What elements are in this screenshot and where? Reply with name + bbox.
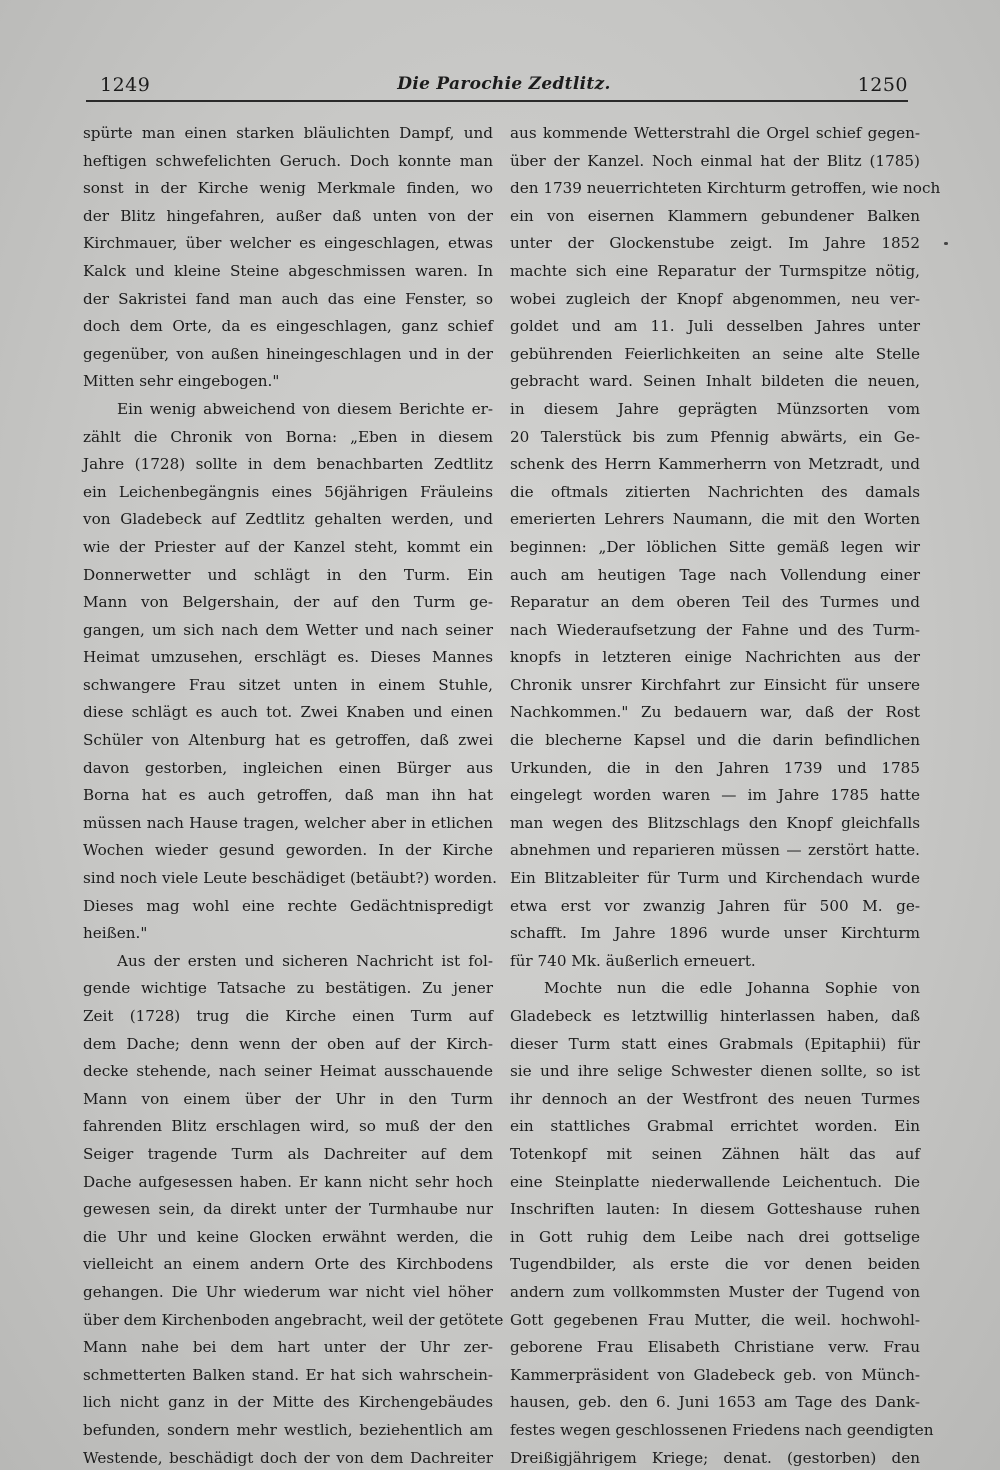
text-line: über dem Kirchenboden angebracht, weil der getötete — [83, 1310, 504, 1329]
text-line: Nachkommen." Zu bedauern war, daß der Rost — [510, 703, 920, 722]
text-line: aus kommende Wetterstrahl die Orgel schief gegen- — [510, 124, 920, 142]
text-line: davon gestorben, ingleichen einen Bürger aus — [83, 758, 493, 777]
text-line: Dieses mag wohl eine rechte Gedächtnispredigt — [83, 896, 493, 915]
text-line: beginnen: „Der löblichen Sitte gemäß legen wir — [510, 537, 920, 556]
text-line: sie und ihre selige Schwester dienen sollte, so ist — [510, 1062, 920, 1081]
text-line: schmetterten Balken stand. Er hat sich wahrschein- — [83, 1365, 493, 1384]
text-line: in Gott ruhig dem Leibe nach drei gottselige — [510, 1227, 920, 1246]
text-line: gebracht ward. Seinen Inhalt bildeten die neuen, — [510, 372, 920, 391]
text-line: der Blitz hingefahren, außer daß unten von der — [83, 206, 493, 225]
text-line: Ein Blitzableiter für Turm und Kirchendach wurde — [510, 869, 920, 888]
text-line: Reparatur an dem oberen Teil des Turmes und — [510, 593, 920, 612]
text-line: Gladebeck es letztwillig hinterlassen haben, daß — [510, 1007, 920, 1025]
text-line: dem Dache; denn wenn der oben auf der Kirch- — [83, 1034, 493, 1053]
left-column — [83, 120, 504, 1470]
text-line: auch am heutigen Tage nach Vollendung einer — [510, 565, 920, 584]
text-line: gehangen. Die Uhr wiederum war nicht viel höher — [83, 1282, 493, 1301]
text-line: über der Kanzel. Noch einmal hat der Blitz (1785) — [510, 151, 920, 170]
right-column — [510, 120, 941, 1470]
text-line: Donnerwetter und schlägt in den Turm. Ein — [83, 565, 493, 584]
text-line: nach Wiederaufsetzung der Fahne und des Turm- — [510, 620, 920, 639]
text-line: man wegen des Blitzschlags den Knopf gleichfalls — [510, 813, 920, 832]
text-line: schwangere Frau sitzet unten in einem Stuhle, — [83, 675, 493, 694]
text-line: Mochte nun die edle Johanna Sophie von — [544, 979, 920, 998]
text-line: schenk des Herrn Kammerherrn von Metzradt, und — [510, 455, 920, 474]
text-line: den 1739 neuerrichteten Kirchturm getroffen, wie noch — [510, 179, 941, 198]
text-line: wobei zugleich der Knopf abgenommen, neu ver- — [510, 289, 920, 308]
text-line: festes wegen geschlossenen Friedens nach geendigten — [510, 1420, 934, 1439]
text-line: gende wichtige Tatsache zu bestätigen. Zu jener — [83, 979, 493, 998]
text-line: gebührenden Feierlichkeiten an seine alte Stelle — [510, 344, 920, 363]
text-line: die Uhr und keine Glocken erwähnt werden, die — [83, 1227, 493, 1246]
text-line: goldet und am 11. Juli desselben Jahres unter — [510, 317, 920, 336]
text-line: lich nicht ganz in der Mitte des Kirchengebäudes — [83, 1393, 493, 1412]
text-line: Aus der ersten und sicheren Nachricht ist fol- — [117, 951, 493, 970]
text-line: etwa erst vor zwanzig Jahren für 500 M. ge- — [510, 896, 920, 915]
text-line: fahrenden Blitz erschlagen wird, so muß der den — [83, 1117, 493, 1136]
text-line: decke stehende, nach seiner Heimat ausschauende — [83, 1062, 493, 1081]
text-line: Dache aufgesessen haben. Er kann nicht sehr hoch — [83, 1172, 493, 1191]
running-title: Die Parochie Zedtlitz. — [397, 74, 611, 94]
text-line: spürte man einen starken bläulichten Dampf, und — [83, 124, 493, 142]
text-line: unter der Glockenstube zeigt. Im Jahre 1852 — [510, 234, 920, 253]
text-line: emerierten Lehrers Naumann, die mit den Worten — [510, 510, 920, 529]
text-line: Mann von Belgershain, der auf den Turm ge- — [83, 593, 493, 612]
text-line: eine Steinplatte niederwallende Leichentuch. Die — [510, 1172, 920, 1191]
text-line: Seiger tragende Turm als Dachreiter auf dem — [83, 1144, 493, 1163]
text-line: Mitten sehr eingebogen." — [83, 372, 280, 391]
text-line: Borna hat es auch getroffen, daß man ihn hat — [83, 786, 493, 805]
text-line: Ein wenig abweichend von diesem Berichte er- — [117, 399, 493, 418]
text-line: der Sakristei fand man auch das eine Fenster, so — [83, 289, 493, 308]
text-line: wie der Priester auf der Kanzel steht, kommt ein — [83, 537, 493, 556]
text-line: heißen." — [83, 924, 148, 943]
text-line: für 740 Mk. äußerlich erneuert. — [510, 951, 756, 970]
text-line: Chronik unsrer Kirchfahrt zur Einsicht für unsere — [510, 675, 920, 694]
text-line: in diesem Jahre geprägten Münzsorten vom — [510, 399, 920, 418]
text-line: heftigen schwefelichten Geruch. Doch konnte man — [83, 151, 493, 170]
text-line: hausen, geb. den 6. Juni 1653 am Tage des Dank- — [510, 1393, 920, 1412]
page-number-left: 1249 — [100, 74, 151, 96]
text-line: geborene Frau Elisabeth Christiane verw. Frau — [510, 1338, 920, 1357]
text-line: diese schlägt es auch tot. Zwei Knaben und einen — [83, 703, 493, 722]
text-line: 20 Talerstück bis zum Pfennig abwärts, ein Ge- — [510, 427, 920, 446]
text-line: von Gladebeck auf Zedtlitz gehalten werden, und — [83, 510, 493, 529]
text-line: doch dem Orte, da es eingeschlagen, ganz schief — [83, 317, 493, 336]
text-line: abnehmen und reparieren müssen — zerstört hatte. — [510, 841, 920, 860]
text-line: andern zum vollkommsten Muster der Tugend von — [510, 1282, 920, 1301]
text-line: Heimat umzusehen, erschlägt es. Dieses Mannes — [83, 648, 493, 667]
text-line: ein Leichenbegängnis eines 56jährigen Fräuleins — [83, 482, 493, 501]
text-line: Mann von einem über der Uhr in den Turm — [83, 1089, 493, 1108]
text-line: ein stattliches Grabmal errichtet worden. Ein — [510, 1117, 920, 1136]
text-line: machte sich eine Reparatur der Turmspitze nötig, — [510, 261, 920, 280]
text-line: sind noch viele Leute beschädiget (betäubt?) worden. — [83, 869, 497, 888]
text-line: Mann nahe bei dem hart unter der Uhr zer- — [83, 1338, 493, 1357]
text-line: Inschriften lauten: In diesem Gotteshause ruhen — [510, 1200, 920, 1219]
text-line: befunden, sondern mehr westlich, beziehentlich am — [83, 1420, 493, 1439]
text-line: Zeit (1728) trug die Kirche einen Turm auf — [83, 1007, 493, 1025]
page-number-right: 1250 — [857, 74, 908, 96]
text-line: Dreißigjährigem Kriege; denat. (gestorben) den — [510, 1448, 920, 1467]
text-line: Schüler von Altenburg hat es getroffen, daß zwei — [83, 731, 493, 750]
text-line: Gott gegebenen Frau Mutter, die weil. hochwohl- — [510, 1310, 920, 1329]
text-line: Westende, beschädigt doch der von dem Dachreiter — [83, 1448, 493, 1467]
text-line: zählt die Chronik von Borna: „Eben in diesem — [83, 427, 493, 446]
text-line: Totenkopf mit seinen Zähnen hält das auf — [510, 1144, 920, 1163]
text-line: schafft. Im Jahre 1896 wurde unser Kirchturm — [510, 924, 920, 943]
text-line: eingelegt worden waren — im Jahre 1785 hatte — [510, 786, 920, 805]
text-line: müssen nach Hause tragen, welcher aber in etlichen — [83, 813, 493, 832]
text-line: Tugendbilder, als erste die vor denen beiden — [510, 1255, 920, 1274]
text-line: die blecherne Kapsel und die darin befindlichen — [510, 731, 920, 750]
text-line: Kalck und kleine Steine abgeschmissen waren. In — [83, 261, 493, 280]
text-line: Kammerpräsident von Gladebeck geb. von Münch- — [510, 1365, 920, 1384]
text-line: Jahre (1728) sollte in dem benachbarten Zedtlitz — [83, 455, 493, 474]
text-line: gegenüber, von außen hineingeschlagen und in der — [83, 344, 493, 363]
text-line: ein von eisernen Klammern gebundener Balken — [510, 206, 920, 225]
text-line: sonst in der Kirche wenig Merkmale finden, wo — [83, 179, 493, 198]
text-line: gangen, um sich nach dem Wetter und nach seiner — [83, 620, 493, 639]
text-line: ihr dennoch an der Westfront des neuen Turmes — [510, 1089, 920, 1108]
text-line: gewesen sein, da direkt unter der Turmhaube nur — [83, 1200, 493, 1219]
ink-speck — [944, 242, 948, 245]
text-line: dieser Turm statt eines Grabmals (Epitaphii) für — [510, 1034, 920, 1053]
text-line: Wochen wieder gesund geworden. In der Kirche — [83, 841, 493, 860]
text-line: knopfs in letzteren einige Nachrichten aus der — [510, 648, 920, 667]
text-line: Urkunden, die in den Jahren 1739 und 1785 — [510, 758, 920, 777]
header-rule — [86, 100, 908, 102]
text-line: die oftmals zitierten Nachrichten des damals — [510, 482, 920, 501]
text-line: Kirchmauer, über welcher es eingeschlagen, etwas — [83, 234, 493, 253]
text-line: vielleicht an einem andern Orte des Kirchbodens — [83, 1255, 493, 1274]
